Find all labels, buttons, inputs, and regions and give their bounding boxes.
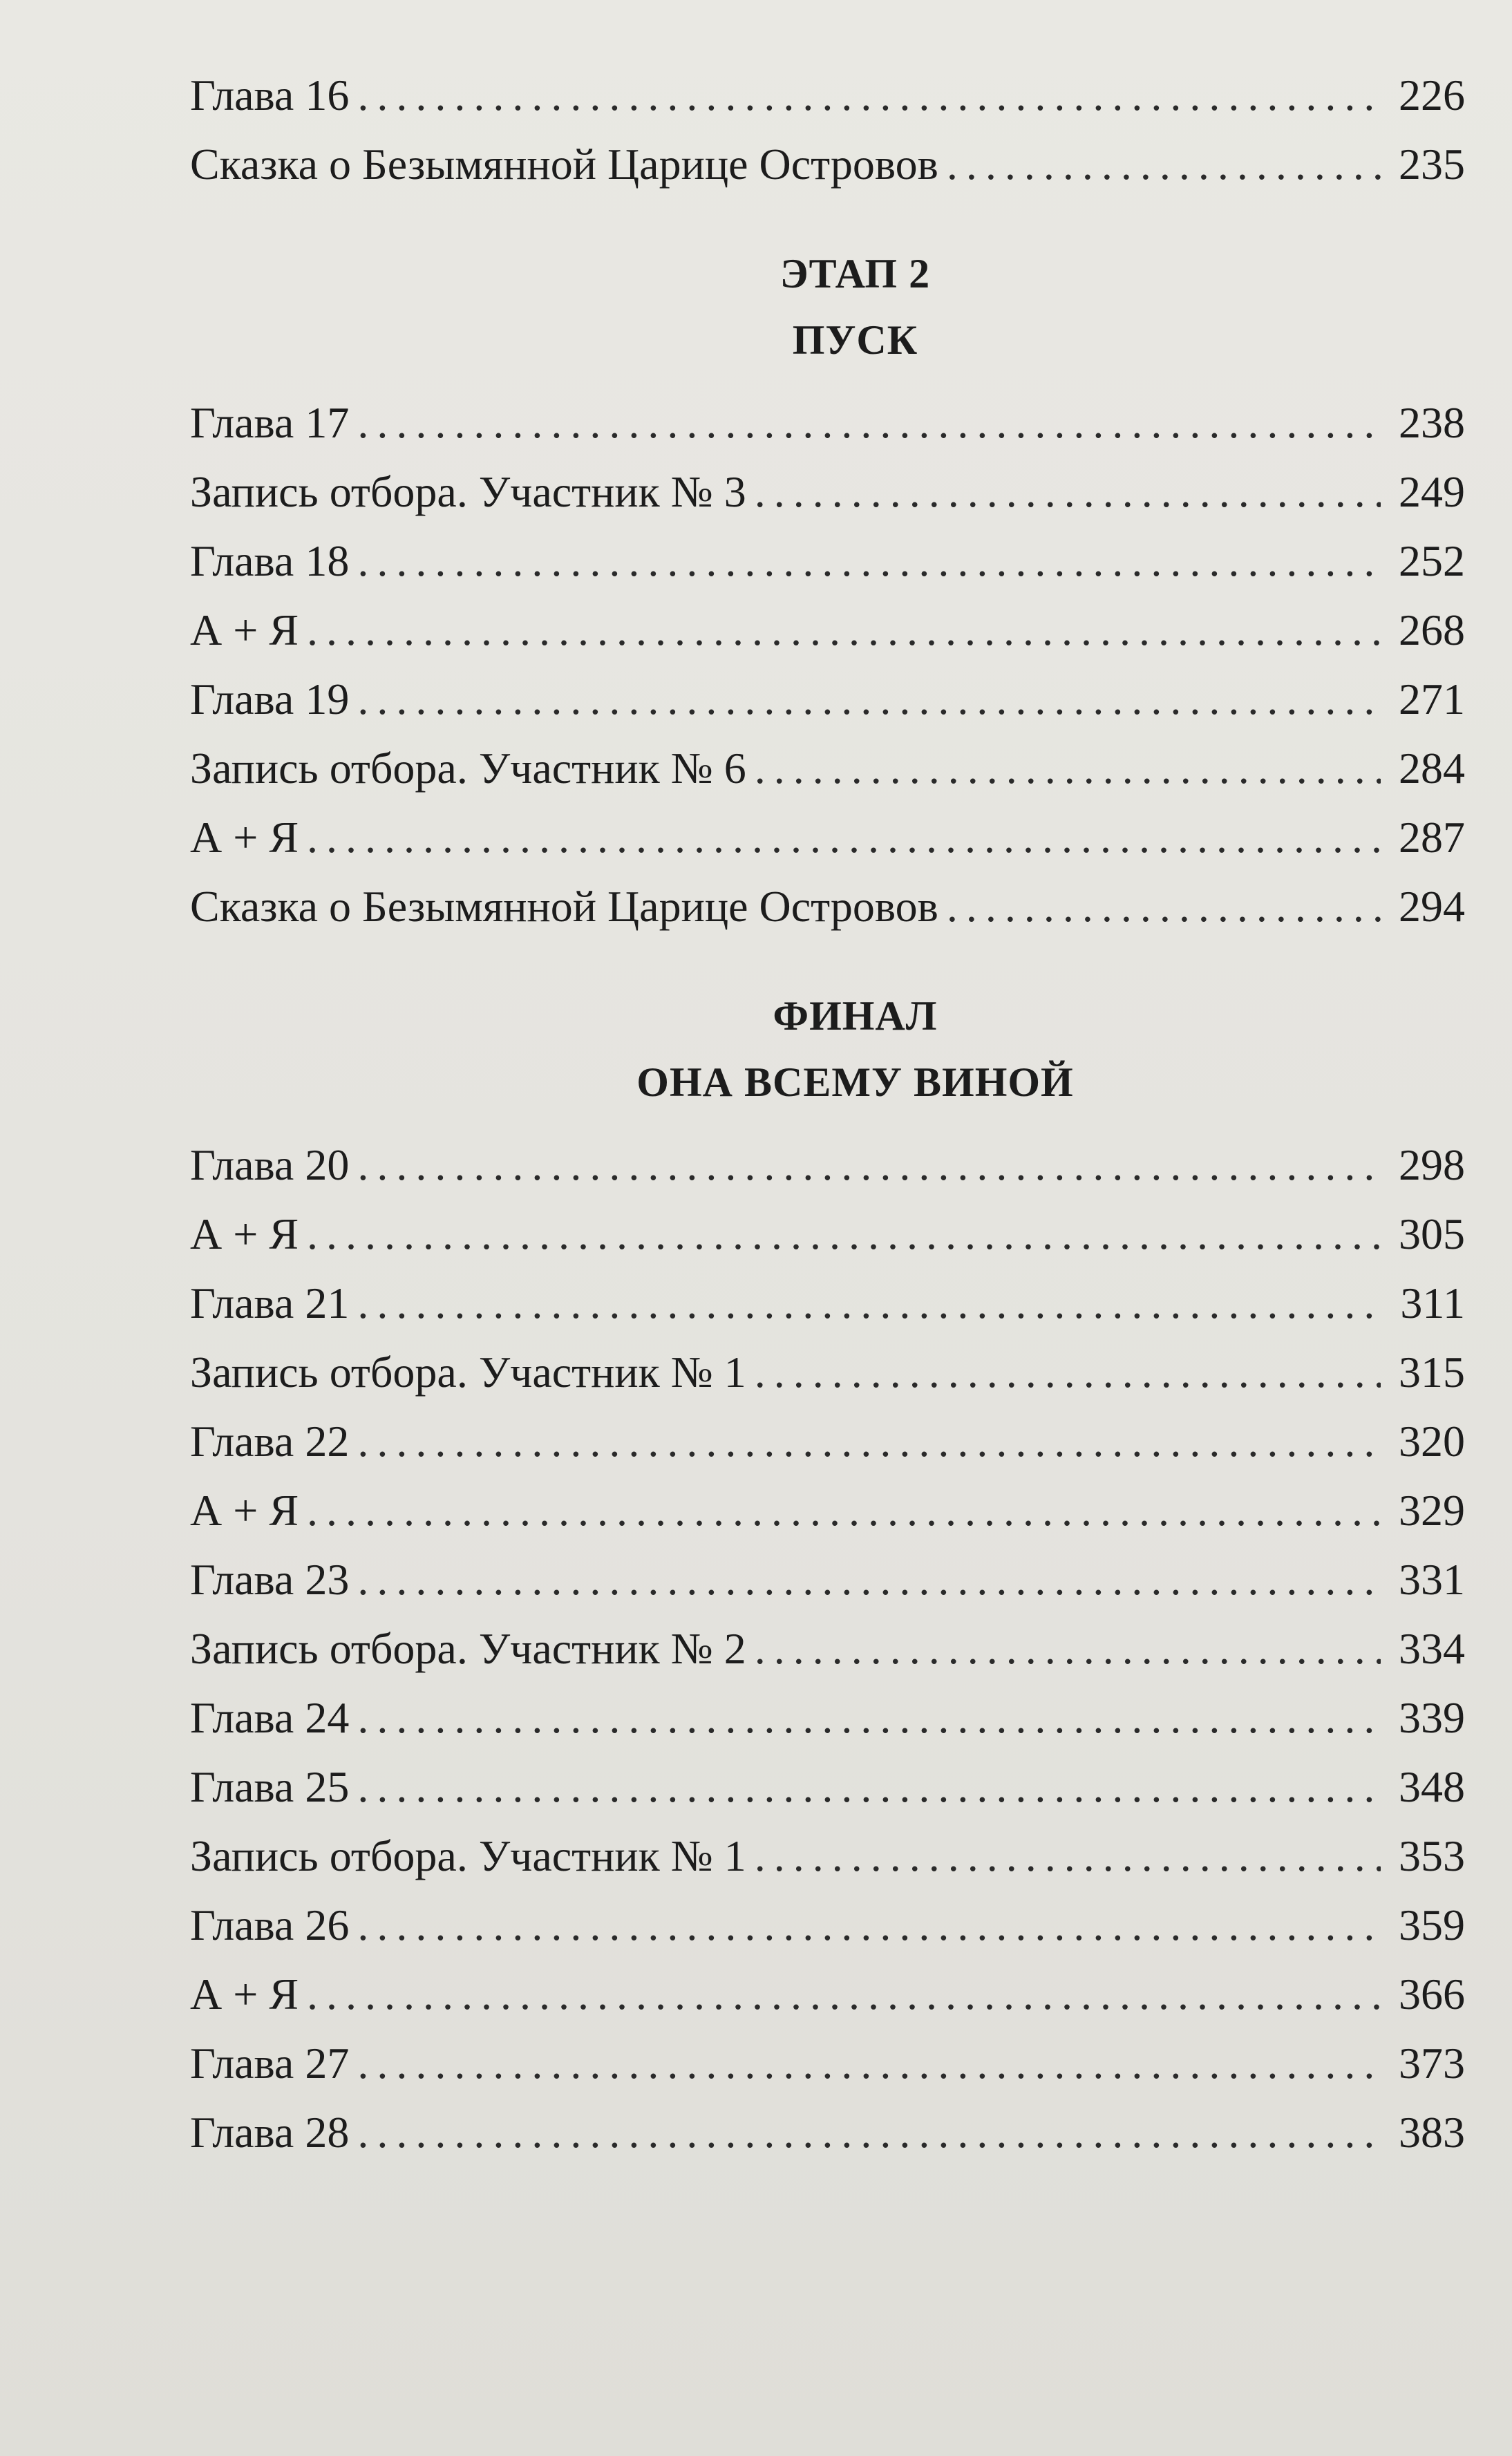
toc-entry-title: Запись отбора. Участник № 6 (190, 744, 746, 793)
toc-entry-page: 311 (1400, 1278, 1465, 1328)
section-heading-stage: ЭТАП 2 (779, 251, 931, 296)
toc-entry (190, 1891, 1465, 1960)
section-heading-stage: ФИНАЛ (773, 993, 938, 1039)
toc-entry-page: 287 (1399, 813, 1465, 862)
dot-leader (755, 1822, 1381, 1891)
toc-entry-page: 294 (1399, 882, 1465, 931)
toc-entry (190, 1614, 1465, 1683)
dot-leader (755, 734, 1381, 803)
toc-entry-page: 383 (1399, 2108, 1465, 2157)
dot-leader (755, 1338, 1381, 1407)
table-of-contents (190, 61, 1465, 2167)
toc-entry-title: Глава 17 (190, 398, 350, 447)
toc-entry-page: 331 (1399, 1555, 1465, 1604)
toc-entry-title: Сказка о Безымянной Царице Островов (190, 882, 938, 931)
toc-entry-page: 226 (1399, 70, 1465, 120)
toc-entry-page: 305 (1399, 1209, 1465, 1258)
dot-leader (357, 665, 1381, 734)
dot-leader (755, 1614, 1381, 1683)
toc-entry-title: Запись отбора. Участник № 2 (190, 1624, 746, 1673)
toc-entry (190, 872, 1465, 941)
toc-entry (190, 665, 1465, 734)
toc-entry (190, 1960, 1465, 2029)
dot-leader (357, 1683, 1381, 1753)
toc-entry-title: Запись отбора. Участник № 1 (190, 1348, 746, 1397)
toc-entry-title: Глава 26 (190, 1900, 350, 1949)
toc-entry-page: 315 (1399, 1348, 1465, 1397)
toc-entry-title: Глава 20 (190, 1140, 350, 1189)
toc-entry (190, 803, 1465, 872)
toc-section-final (190, 983, 1465, 2167)
toc-section-stage-2 (190, 240, 1465, 941)
toc-entry (190, 388, 1465, 457)
toc-entry-title: Запись отбора. Участник № 3 (190, 467, 746, 516)
toc-entry (190, 1269, 1465, 1338)
toc-entry (190, 1476, 1465, 1545)
toc-entry (190, 2029, 1465, 2098)
dot-leader (307, 1200, 1381, 1269)
toc-entry-page: 329 (1399, 1486, 1465, 1535)
dot-leader (357, 2098, 1381, 2167)
toc-entry (190, 527, 1465, 596)
toc-entry (190, 1407, 1465, 1476)
toc-entry-page: 284 (1399, 744, 1465, 793)
toc-entry (190, 2098, 1465, 2167)
section-heading-title: ПУСК (792, 317, 918, 363)
toc-entry-title: А + Я (190, 1209, 299, 1258)
toc-entry-title: А + Я (190, 605, 299, 654)
toc-section-continued (190, 61, 1465, 199)
dot-leader (357, 388, 1381, 457)
toc-entry (190, 596, 1465, 665)
toc-entry-title: А + Я (190, 813, 299, 862)
toc-entry-title: Запись отбора. Участник № 1 (190, 1831, 746, 1880)
toc-entry-title: Сказка о Безымянной Царице Островов (190, 140, 938, 189)
toc-entry-page: 348 (1399, 1762, 1465, 1811)
toc-entry (190, 1545, 1465, 1614)
dot-leader (357, 1131, 1381, 1200)
toc-entry (190, 130, 1465, 199)
toc-entry (190, 1822, 1465, 1891)
toc-entry (190, 1131, 1465, 1200)
dot-leader (947, 130, 1381, 199)
toc-entry-page: 271 (1399, 674, 1465, 724)
toc-entry-page: 339 (1399, 1693, 1465, 1742)
toc-entry-title: Глава 23 (190, 1555, 350, 1604)
toc-entry-title: Глава 16 (190, 70, 350, 120)
toc-entry-title: Глава 19 (190, 674, 350, 724)
dot-leader (357, 1269, 1381, 1338)
toc-entry-title: Глава 27 (190, 2039, 350, 2088)
toc-entry-title: Глава 18 (190, 536, 350, 585)
toc-entry-page: 298 (1399, 1140, 1465, 1189)
dot-leader (357, 1407, 1381, 1476)
toc-entry (190, 1338, 1465, 1407)
dot-leader (357, 1753, 1381, 1822)
toc-entry-page: 268 (1399, 605, 1465, 654)
toc-entry-title: Глава 22 (190, 1417, 350, 1466)
section-heading (190, 983, 1465, 1115)
section-heading-title: ОНА ВСЕМУ ВИНОЙ (636, 1059, 1074, 1105)
section-heading (190, 240, 1465, 373)
dot-leader (755, 457, 1381, 527)
toc-entry (190, 1753, 1465, 1822)
toc-entry-page: 366 (1399, 1969, 1465, 2019)
toc-entry-title: Глава 24 (190, 1693, 350, 1742)
dot-leader (947, 872, 1381, 941)
toc-entry (190, 61, 1465, 130)
toc-entry (190, 734, 1465, 803)
toc-entry-page: 334 (1399, 1624, 1465, 1673)
toc-entry-page: 252 (1399, 536, 1465, 585)
toc-entry-page: 353 (1399, 1831, 1465, 1880)
dot-leader (357, 1545, 1381, 1614)
toc-entry-title: Глава 21 (190, 1278, 350, 1328)
dot-leader (357, 1891, 1381, 1960)
toc-entry-page: 359 (1399, 1900, 1465, 1949)
dot-leader (307, 1960, 1381, 2029)
dot-leader (357, 2029, 1381, 2098)
toc-entry (190, 1200, 1465, 1269)
dot-leader (357, 527, 1381, 596)
toc-entry (190, 1683, 1465, 1753)
dot-leader (307, 803, 1381, 872)
toc-entry-page: 373 (1399, 2039, 1465, 2088)
toc-entry-title: Глава 28 (190, 2108, 350, 2157)
toc-entry-page: 235 (1399, 140, 1465, 189)
dot-leader (307, 596, 1381, 665)
dot-leader (307, 1476, 1381, 1545)
toc-entry-title: Глава 25 (190, 1762, 350, 1811)
toc-entry-page: 238 (1399, 398, 1465, 447)
toc-entry-page: 249 (1399, 467, 1465, 516)
toc-entry-page: 320 (1399, 1417, 1465, 1466)
toc-entry (190, 457, 1465, 527)
toc-entry-title: А + Я (190, 1969, 299, 2019)
dot-leader (357, 61, 1381, 130)
toc-entry-title: А + Я (190, 1486, 299, 1535)
